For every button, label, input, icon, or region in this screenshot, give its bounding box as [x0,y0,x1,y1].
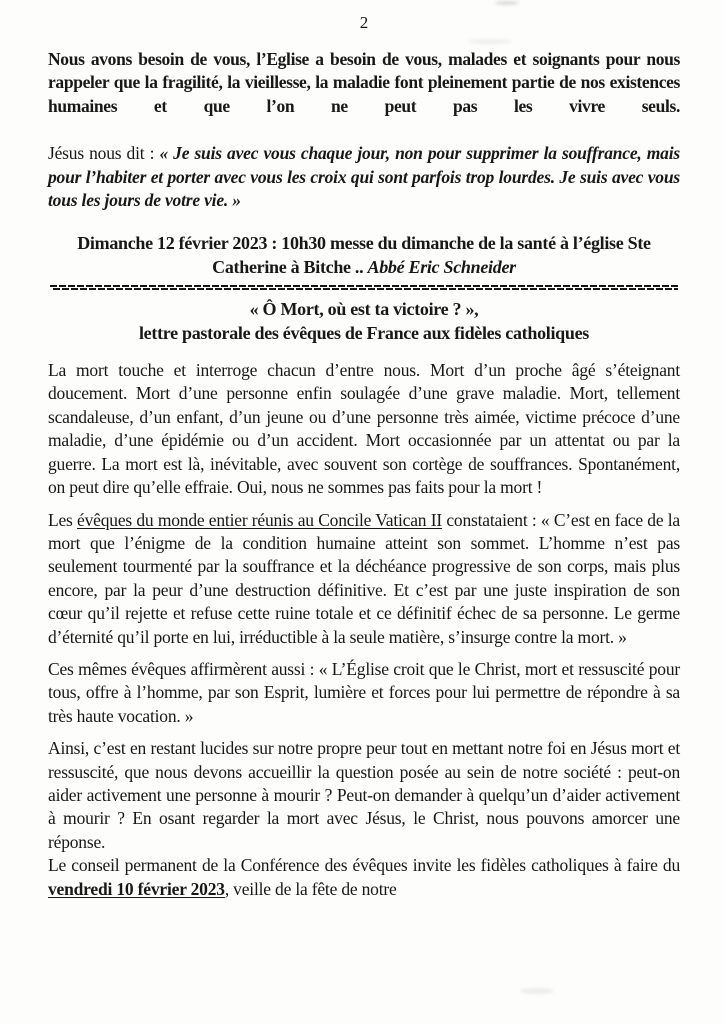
mass-announcement-author: Abbé Eric Schneider [367,256,516,277]
scan-artifact [495,1,519,5]
letter-paragraph-bishops [48,658,680,728]
scan-artifact [468,39,512,44]
council-lead: Les [48,509,78,530]
scan-artifact [520,988,554,994]
letter-paragraph-bishops-text: Ces mêmes évêques affirmèrent aussi : « L’Église croit que le Christ, mort et ressuscité pour tous, offre à l’homme, par son Esprit, lumière et forces pour lui permettre de répondre à sa très haute vocation. » [48,658,680,726]
letter-paragraph-invitation [48,854,680,901]
intro-paragraph [48,48,680,118]
mass-announcement-text: Dimanche 12 février 2023 : 10h30 messe du dimanche de la santé à l’église Ste Catherine à Bitche .. [77,233,651,277]
letter-paragraph-death [48,359,680,499]
letter-paragraph-council [48,509,680,649]
letter-paragraph-question [48,737,680,854]
council-rest: constataient : « C’est en face de la mort que l’énigme de la condition humaine atteint son sommet. L’homme n’est pas seulement tourmenté par la souffrance et la déchéance progressive de son corps, mais plus encore, par la peur d’une destruction définitive. Et c’est par une juste inspiration de son cœur qu’il rejette et refuse cette ruine totale et ce définitif échec de sa personne. Le germe d’éternité qu’il porte en lui, irréductible à la seule matière, s’insurge contre la mort. » [48,509,680,647]
jesus-quote-lead: Jésus nous dit : [48,143,160,164]
invitation-date: vendredi 10 février 2023 [48,878,225,899]
letter-paragraph-question-text: Ainsi, c’est en restant lucides sur notre propre peur tout en mettant notre foi en Jésus mort et ressuscité, que nous devons accueillir la question posée au sein de notre société : peut-on aider activement une personne à mourir ? Peut-on demander à quelqu’un d’aider activement à mourir ? En osant regarder la mort avec Jésus, le Christ, nous pouvons amorcer une réponse. [48,738,680,852]
council-underlined: évêques du monde entier réunis au Concile Vatican II [77,509,442,530]
invitation-rest: , veille de la fête de notre [224,878,397,899]
pastoral-letter-title [48,298,680,345]
mass-announcement [48,232,680,279]
invitation-lead: Le conseil permanent de la Conférence des évêques invite les fidèles catholiques à faire du [48,855,680,876]
dashed-separator [50,285,678,290]
intro-text: Nous avons besoin de vous, l’Eglise a besoin de vous, malades et soignants pour nous rappeler que la fragilité, la vieillesse, la maladie font pleinement partie de nos existences humaines et que l’on ne peut pas les vivre seuls. [48,49,680,116]
page-number: 2 [359,13,369,32]
jesus-quote-paragraph [48,142,680,212]
letter-title-line-2: lettre pastorale des évêques de France aux fidèles catholiques [138,322,589,343]
letter-paragraph-death-text: La mort touche et interroge chacun d’entre nous. Mort d’un proche âgé s’éteignant doucement. Mort d’une personne enfin soulagée d’une grave maladie. Mort, tellement scandaleuse, d’un enfant, d’un jeune ou d’une personne très aimée, victime précoce d’une maladie, d’une épidémie ou d’un accident. Mort occasionnée par un attentat ou par la guerre. La mort est là, inévitable, avec souvent son cortège de souffrances. Spontanément, on peut dire qu’elle effraie. Oui, nous ne sommes pas faits pour la mort ! [48,360,680,498]
jesus-quote-text: « Je suis avec vous chaque jour, non pour supprimer la souffrance, mais pour l’habiter et porter avec vous les croix qui sont parfois trop lourdes. Je suis avec vous tous les jours de votre vie. » [48,143,680,211]
letter-title-line-1: « Ô Mort, où est ta victoire ? », [249,299,479,320]
